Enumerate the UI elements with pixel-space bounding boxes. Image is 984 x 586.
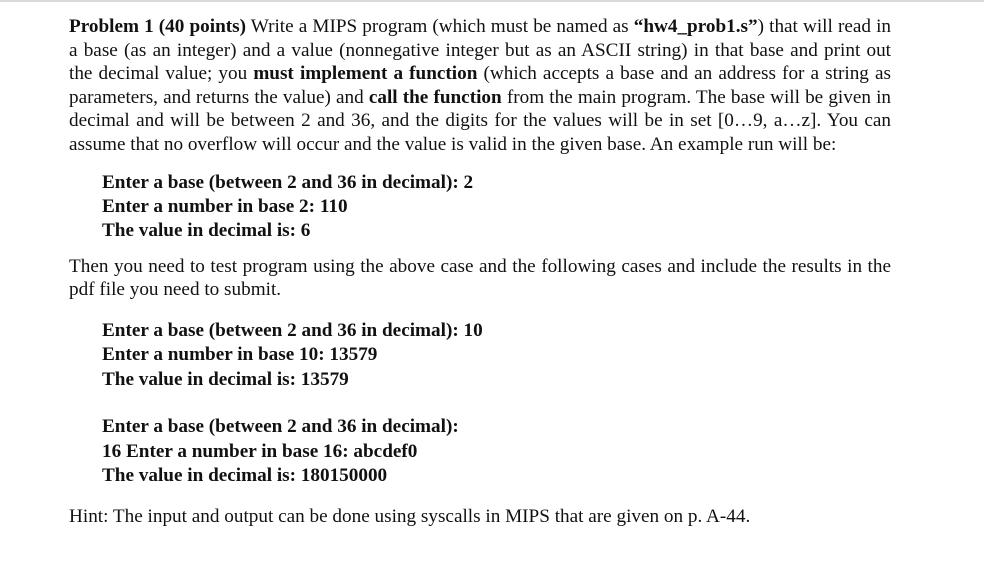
example-run — [102, 171, 891, 244]
example-run-line: Enter a number in base 2: 110 — [102, 195, 348, 217]
test-case-line: Enter a base (between 2 and 36 in decimal): 10 — [102, 319, 483, 341]
intro-text-4: from the main program. The base will be given in decimal and will be between 2 and 36, and the digits for the values will be in set [0…9, a…z]. You can assume that no overflow will occur and the value is valid in the given base. An example run will be: — [69, 86, 891, 155]
example-run-line: The value in decimal is: 6 — [102, 220, 311, 242]
intro-text-3: (which accepts a base and an address for a string as parameters, and returns the value) and — [69, 63, 891, 108]
test-case-2 — [102, 415, 891, 488]
intro-text-2: ) that will read in a base (as an integer) and a value (nonnegative integer but as an ASCII string) in that base and print out the decimal value; you — [69, 16, 891, 85]
must-implement-emphasis: must implement a function — [253, 63, 478, 85]
program-filename: “hw4_prob1.s” — [633, 16, 758, 37]
test-case-1 — [102, 319, 891, 392]
hint-text: Hint: The input and output can be done using syscalls in MIPS that are given on p. A-44. — [69, 506, 751, 528]
call-function-emphasis: call the function — [368, 86, 502, 108]
problem-document — [69, 15, 891, 529]
test-instruction: Then you need to test program using the above case and the following cases and include the results in the pdf file you need to submit. — [69, 255, 891, 301]
intro-text-1: Write a MIPS program (which must be named as — [245, 16, 634, 37]
top-divider — [0, 0, 984, 2]
test-case-line: Enter a number in base 10: 13579 — [102, 344, 378, 366]
problem-statement — [69, 15, 891, 157]
example-run-line: Enter a base (between 2 and 36 in decimal): 2 — [102, 171, 474, 193]
test-case-line: 16 Enter a number in base 16: abcdef0 — [102, 440, 418, 462]
test-case-line: The value in decimal is: 13579 — [102, 368, 349, 390]
problem-heading: Problem 1 (40 points) — [69, 16, 246, 37]
test-case-line: The value in decimal is: 180150000 — [102, 465, 388, 486]
test-case-line: Enter a base (between 2 and 36 in decimal): — [102, 416, 459, 438]
